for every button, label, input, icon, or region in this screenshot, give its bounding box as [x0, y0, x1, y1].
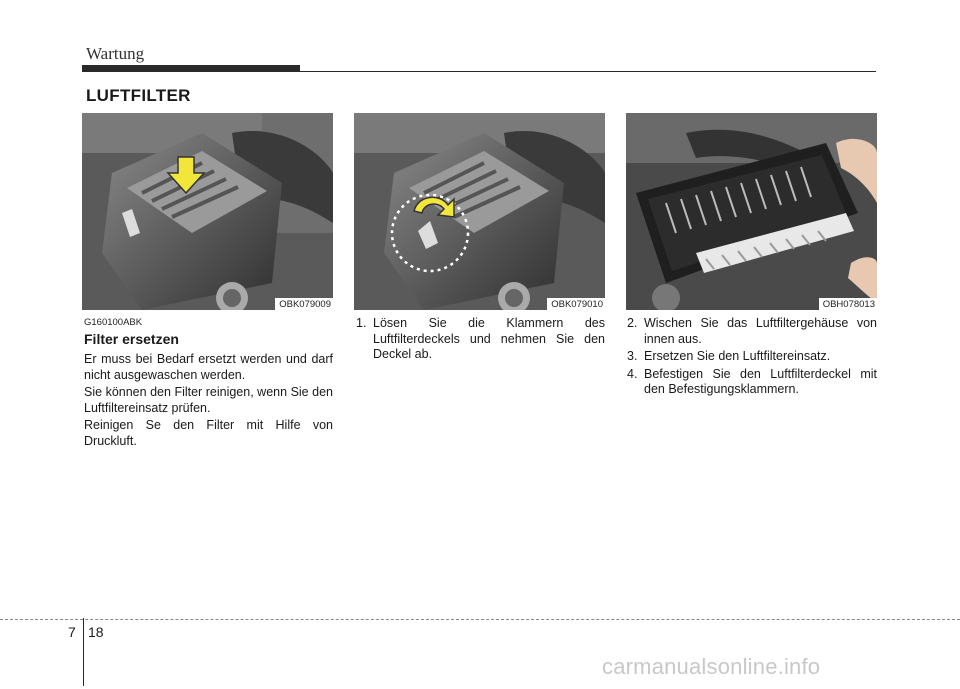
step-number: 1. [356, 316, 367, 330]
header-title: Wartung [86, 44, 145, 63]
step-number: 2. [627, 316, 638, 330]
photo-filter-element [626, 113, 877, 310]
step-number: 3. [627, 349, 638, 363]
step-text: Wischen Sie das Luftfiltergehäuse von innen aus. [644, 316, 877, 346]
intro-paragraph: Reinigen Se den Filter mit Hilfe von Druckluft. [84, 418, 333, 448]
subheading: Filter ersetzen [84, 331, 179, 347]
step-number: 4. [627, 366, 638, 381]
document-code: G160100ABK [84, 317, 143, 328]
photo-filter-housing [82, 113, 333, 310]
header-rule [300, 71, 876, 72]
step-text: Ersetzen Sie den Luftfiltereinsatz. [644, 349, 831, 363]
chapter-number: 7 [68, 624, 76, 640]
step-item [627, 316, 877, 347]
steps-column-2 [356, 316, 605, 365]
footer-dashed-rule [0, 619, 960, 620]
intro-paragraph: Er muss bei Bedarf ersetzt werden und darf nicht ausgewaschen werden. [84, 352, 333, 382]
intro-paragraph: Sie können den Filter reinigen, wenn Sie den Luftfiltereinsatz prüfen. [84, 385, 333, 415]
intro-text [84, 352, 333, 451]
photo-code: OBH078013 [819, 298, 877, 310]
footer-divider [83, 618, 84, 686]
photo-code: OBK079009 [275, 298, 333, 310]
engine-bay-illustration-3 [626, 113, 877, 310]
header-bar [82, 65, 300, 72]
section-title: LUFTFILTER [86, 86, 191, 105]
photo-code: OBK079010 [547, 298, 605, 310]
step-text: Lösen Sie die Klammern des Luftfilterdeckels und nehmen Sie den Deckel ab. [373, 316, 605, 361]
step-text: Befestigen Sie den Luftfilterdeckel mit den Befestigungsklammern. [644, 366, 877, 396]
step-item [627, 367, 877, 398]
steps-column-3 [627, 316, 877, 400]
photo-clip-release [354, 113, 605, 310]
engine-bay-illustration-1 [82, 113, 333, 310]
step-item [356, 316, 605, 363]
watermark: carmanualsonline.info [602, 654, 821, 679]
step-item [627, 349, 877, 365]
page-number: 18 [88, 624, 104, 640]
engine-bay-illustration-2 [354, 113, 605, 310]
